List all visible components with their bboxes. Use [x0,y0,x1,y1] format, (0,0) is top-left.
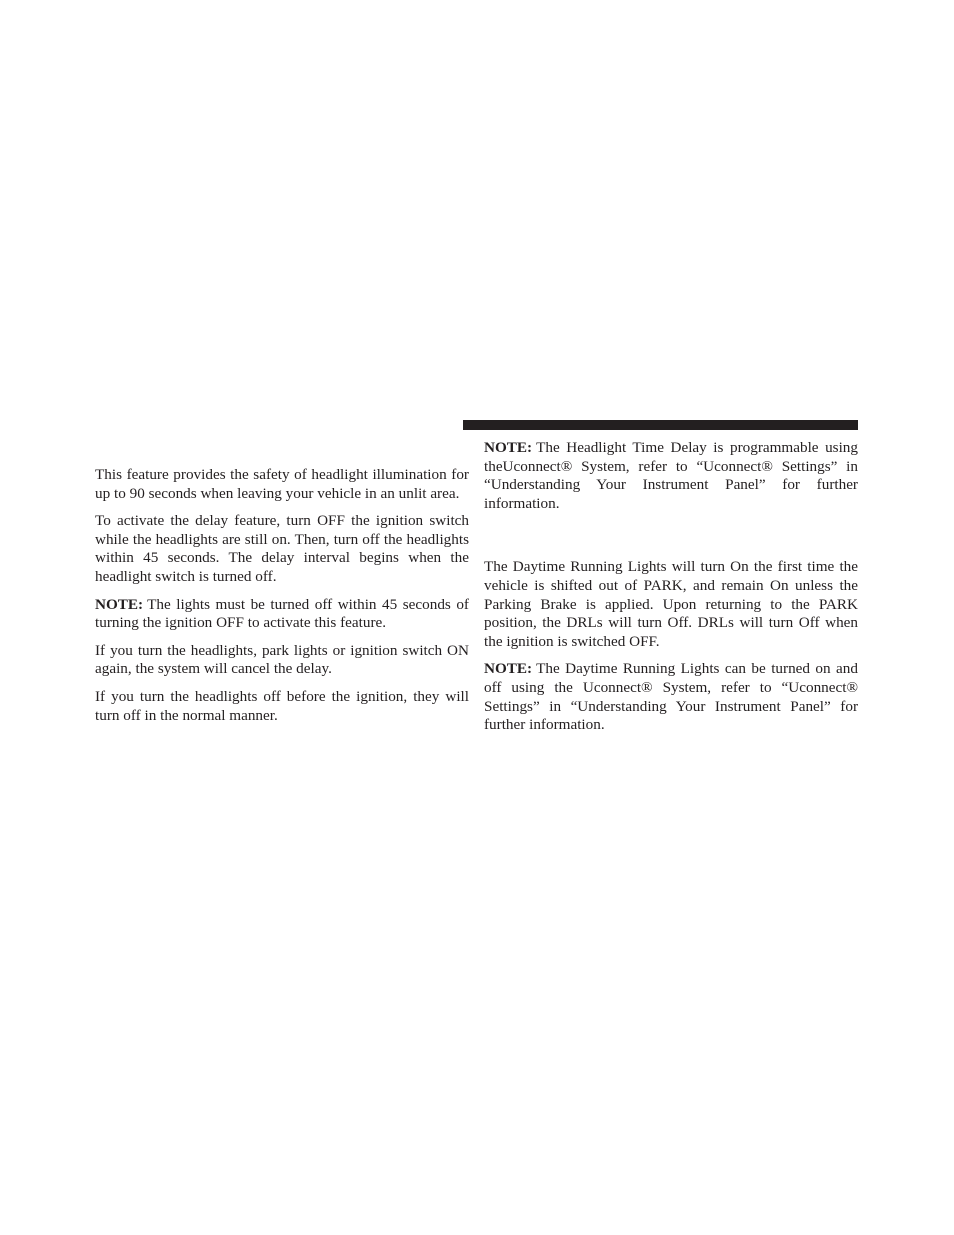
intro-paragraph: This feature provides the safety of headlight illumination for up to 90 seconds when leaving your vehicle in an unlit area. [95,466,469,502]
note-paragraph [484,660,858,734]
drl-paragraph: The Daytime Running Lights will turn On the first time the vehicle is shifted out of PARK, and remain On unless the Parking Brake is applied. Upon returning to the PARK position, the DRLs will turn Off. DRLs will turn Off when the ignition is switched OFF. [484,558,858,650]
normal-off-paragraph: If you turn the headlights off before the ignition, they will turn off in the normal manner. [95,687,469,724]
note-label: NOTE: [95,595,144,613]
note-text: The Daytime Running Lights can be turned on and off using the Uconnect® System, refer to “Uconnect® Settings” in “Understanding Your Instrument Panel” for further information. [484,660,858,734]
note-paragraph [484,439,858,513]
note-paragraph [95,596,469,633]
right-column [484,439,858,744]
left-column [95,466,469,734]
note-label: NOTE: [484,660,533,678]
note-text: The Headlight Time Delay is programmable using theUconnect® System, refer to “Uconnect® Settings” in “Understanding Your Instrument Panel” for further information. [484,439,858,512]
note-label: NOTE: [484,439,533,456]
section-gap [484,522,858,558]
section-divider-bar [463,420,858,430]
note-text: The lights must be turned off within 45 seconds of turning the ignition OFF to activate this feature. [95,595,469,632]
cancel-paragraph: If you turn the headlights, park lights or ignition switch ON again, the system will cancel the delay. [95,641,469,678]
activation-paragraph: To activate the delay feature, turn OFF the ignition switch while the headlights are still on. Then, turn off the headlights within 45 seconds. The delay interval begins when the headlight switch is turned off. [95,512,469,585]
